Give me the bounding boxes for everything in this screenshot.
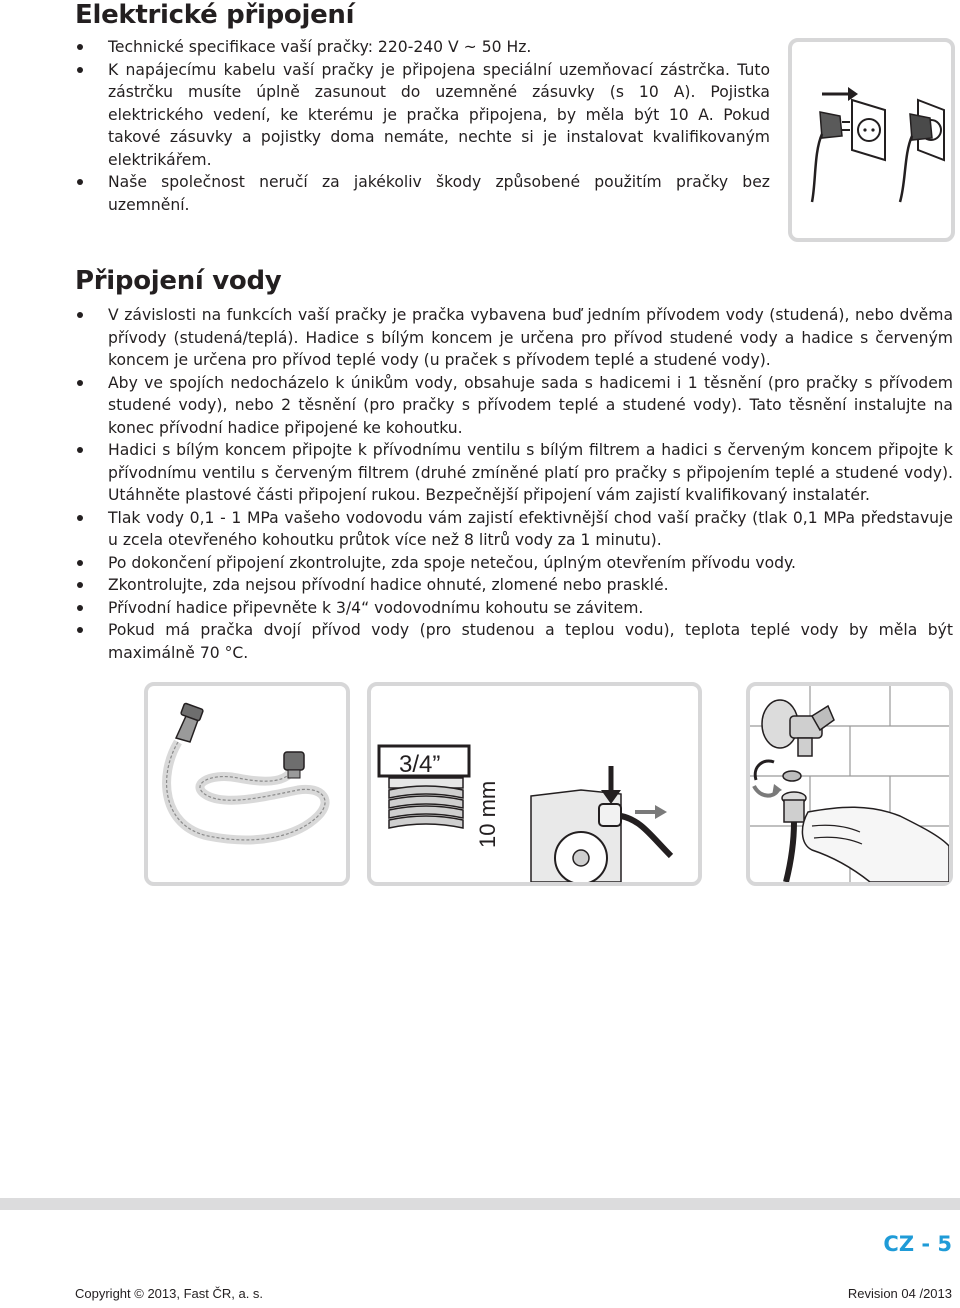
plug-socket-icon [792, 42, 951, 238]
water-list [75, 304, 953, 664]
electrical-list [75, 36, 770, 216]
page-number: CZ - 5 [883, 1232, 952, 1256]
bullet-icon [77, 380, 83, 386]
list-item [75, 59, 770, 172]
list-item [75, 552, 953, 575]
bullet-icon [77, 447, 83, 453]
list-item-text: Technické specifikace vaší pračky: 220-240 V ~ 50 Hz. [108, 38, 532, 56]
footer-divider [0, 1198, 960, 1210]
list-item [75, 597, 953, 620]
list-item [75, 619, 953, 664]
list-item-text: Hadici s bílým koncem připojte k přívodnímu ventilu s bílým filtrem a hadici s červeným koncem připojte k přívodnímu ventilu s červeným filtrem (druhé zmíněné platí pro pračky s připojením teplé a studené vody). Utáhněte plastové části připojení rukou. Bezpečnější připojení vám zajistí kvalifikovaný instalatér. [108, 441, 953, 504]
bullet-icon [77, 560, 83, 566]
list-item [75, 171, 770, 216]
plug-socket-figure [788, 38, 955, 242]
tap-connection-icon [750, 686, 949, 882]
bullet-icon [77, 582, 83, 588]
thread-detail-icon [371, 686, 698, 882]
thread-length-label: 10 mm [475, 780, 500, 848]
section-title-water: Připojení vody [75, 266, 282, 296]
bullet-icon [77, 67, 83, 73]
revision-text: Revision 04 /2013 [847, 1286, 952, 1301]
list-item-text: Naše společnost neručí za jakékoliv škody způsobené použitím pračky bez uzemnění. [108, 173, 770, 214]
thread-detail-figure [367, 682, 702, 886]
tap-connection-figure [746, 682, 953, 886]
copyright-text: Copyright © 2013, Fast ČR, a. s. [75, 1286, 264, 1301]
list-item [75, 304, 953, 372]
list-item-text: Po dokončení připojení zkontrolujte, zda spoje netečou, úplným otevřením přívodu vody. [108, 553, 796, 572]
bullet-icon [77, 312, 83, 318]
section-title-electrical: Elektrické připojení [75, 0, 355, 30]
bullet-icon [77, 44, 83, 50]
list-item-text: Tlak vody 0,1 - 1 MPa vašeho vodovodu vám zajistí efektivnější chod vaší pračky (tlak 0,1 MPa představuje u zcela otevřeného kohoutku průtok více než 8 litrů vody za 1 minutu). [108, 508, 953, 549]
list-item-text: V závislosti na funkcích vaší pračky je pračka vybavena buď jedním přívodem vody (studená), nebo dvěma přívody (studená/teplá). Hadice s bílým koncem je určena pro přívod studené vody a hadice s červeným koncem je určena pro přívod teplé vody (u praček s přívodem teplé a studené vody). [108, 306, 953, 369]
list-item [75, 439, 953, 507]
list-item-text: K napájecímu kabelu vaší pračky je připojena speciální uzemňovací zástrčka. Tuto zástrčku musíte úplně zasunout do uzemněné zásuvky (s 10 A). Pojistka elektrického vedení, ke kterému je pračka připojena, by měla být 10 A. Pokud takové zásuvky a pojistky doma nemáte, nechte si je instalovat kvalifikovaným elektrikářem. [108, 60, 770, 169]
bullet-icon [77, 179, 83, 185]
bullet-icon [77, 627, 83, 633]
list-item-text: Přívodní hadice připevněte k 3/4“ vodovodnímu kohoutu se závitem. [108, 598, 644, 617]
hose-figure [144, 682, 350, 886]
list-item [75, 507, 953, 552]
thread-size-label: 3/4” [399, 751, 441, 778]
list-item [75, 36, 770, 59]
list-item-text: Zkontrolujte, zda nejsou přívodní hadice ohnuté, zlomené nebo prasklé. [108, 576, 669, 594]
bullet-icon [77, 605, 83, 611]
list-item [75, 574, 953, 597]
list-item [75, 372, 953, 440]
hose-icon [148, 686, 346, 882]
list-item-text: Aby ve spojích nedocházelo k únikům vody, obsahuje sada s hadicemi i 1 těsnění (pro pračky s přívodem studené vody), nebo 2 těsnění (pro pračky s přívodem teplé a studené vody). Tato těsnění instalujte na konec přívodní hadice připojené ke kohoutku. [108, 373, 953, 437]
list-item-text: Pokud má pračka dvojí přívod vody (pro studenou a teplou vodu), teplota teplé vody by měla být maximálně 70 °C. [108, 621, 953, 662]
bullet-icon [77, 515, 83, 521]
